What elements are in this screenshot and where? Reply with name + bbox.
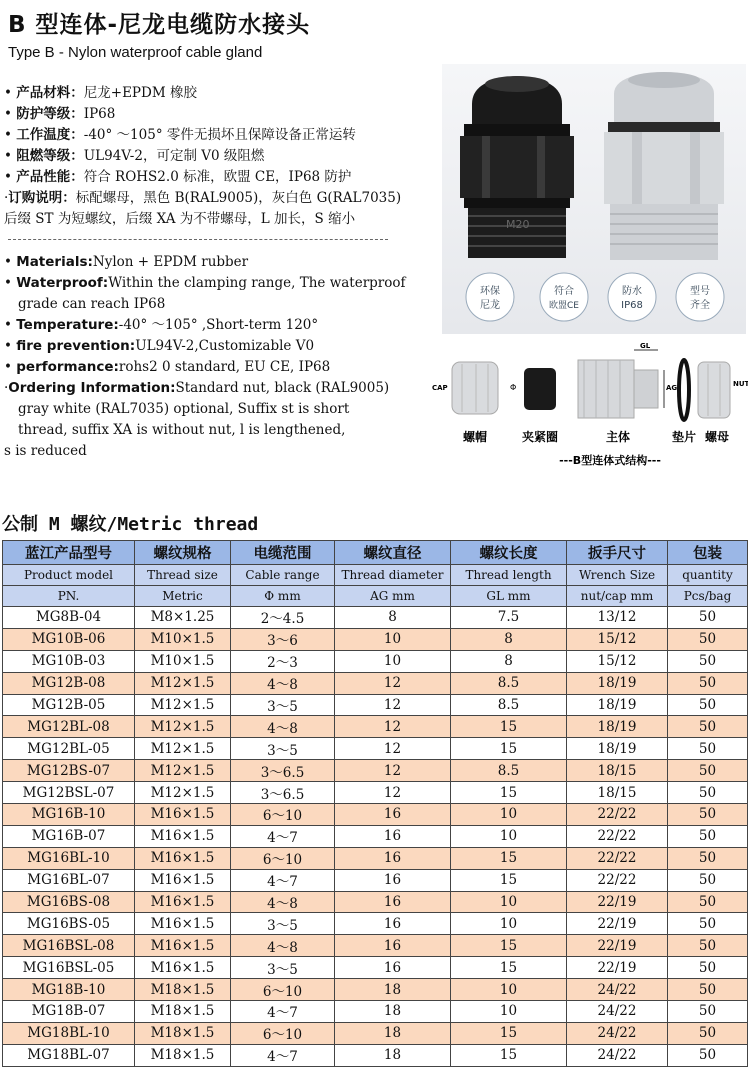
table-cell: 50 bbox=[668, 760, 748, 782]
table-cell: 12 bbox=[335, 694, 451, 716]
table-cell: 22/22 bbox=[567, 847, 668, 869]
table-cell: M12×1.5 bbox=[135, 694, 231, 716]
table-row bbox=[3, 1044, 748, 1066]
table-cell: MG12B-05 bbox=[3, 694, 135, 716]
table-row bbox=[3, 738, 748, 760]
table-row bbox=[3, 716, 748, 738]
table-cell: 2～4.5 bbox=[231, 607, 335, 629]
table-cell: 50 bbox=[668, 804, 748, 826]
table-cell: MG12BL-05 bbox=[3, 738, 135, 760]
spec-cn-material: • 产品材料：尼龙+EPDM 橡胶 bbox=[4, 85, 197, 101]
table-cell: 22/22 bbox=[567, 804, 668, 826]
table-cell: 3～6.5 bbox=[231, 782, 335, 804]
table-cell: 50 bbox=[668, 847, 748, 869]
table-cell: 2～3 bbox=[231, 650, 335, 672]
table-row bbox=[3, 979, 748, 1001]
table-cell: M12×1.5 bbox=[135, 716, 231, 738]
table-cell: MG18BL-07 bbox=[3, 1044, 135, 1066]
table-cell: 12 bbox=[335, 716, 451, 738]
spec-en-waterproof-cont: grade can reach IP68 bbox=[18, 296, 166, 312]
table-cell: MG10B-03 bbox=[3, 650, 135, 672]
part-name-body: 主体 bbox=[605, 430, 631, 444]
svg-text:型号: 型号 bbox=[690, 286, 710, 297]
table-cell: 16 bbox=[335, 913, 451, 935]
table-cell: M18×1.5 bbox=[135, 1001, 231, 1023]
table-cell: MG16BS-05 bbox=[3, 913, 135, 935]
table-cell: 50 bbox=[668, 650, 748, 672]
table-cell: 10 bbox=[451, 891, 567, 913]
svg-text:欧盟CE: 欧盟CE bbox=[549, 301, 579, 311]
table-cell: 22/22 bbox=[567, 825, 668, 847]
table-cell: 6～10 bbox=[231, 979, 335, 1001]
table-cell: 16 bbox=[335, 869, 451, 891]
table-cell: MG10B-06 bbox=[3, 628, 135, 650]
table-cell: 15 bbox=[451, 1022, 567, 1044]
table-cell: 3～5 bbox=[231, 694, 335, 716]
table-cell: 10 bbox=[451, 913, 567, 935]
spec-list bbox=[4, 83, 440, 462]
metric-thread-table bbox=[2, 540, 748, 1067]
seal-part-image bbox=[510, 368, 556, 410]
table-cell: 50 bbox=[668, 1022, 748, 1044]
table-cell: 18/19 bbox=[567, 716, 668, 738]
nut-label: NUT bbox=[733, 380, 748, 388]
table-cell: 18 bbox=[335, 1022, 451, 1044]
table-cell: MG12BL-08 bbox=[3, 716, 135, 738]
table-cell: M8×1.25 bbox=[135, 607, 231, 629]
table-cell: 50 bbox=[668, 738, 748, 760]
table-cell: 12 bbox=[335, 782, 451, 804]
spec-en-ordering: ·Ordering Information:Standard nut, black (RAL9005) bbox=[4, 380, 390, 396]
table-cell: 4～7 bbox=[231, 825, 335, 847]
spec-en-ordering-cont1: gray white (RAL7035) optional, Suffix st is short bbox=[18, 401, 350, 417]
table-cell: MG16BSL-05 bbox=[3, 957, 135, 979]
table-cell: 15 bbox=[451, 957, 567, 979]
table-cell: 22/19 bbox=[567, 891, 668, 913]
table-cell: M18×1.5 bbox=[135, 1044, 231, 1066]
table-row bbox=[3, 847, 748, 869]
cap-part-image bbox=[432, 362, 498, 414]
table-cell: 24/22 bbox=[567, 979, 668, 1001]
spec-en-ordering-cont3: s is reduced bbox=[4, 443, 87, 459]
table-row bbox=[3, 957, 748, 979]
table-cell: 18/15 bbox=[567, 760, 668, 782]
table-cell: 4～8 bbox=[231, 716, 335, 738]
table-cell: 8.5 bbox=[451, 760, 567, 782]
table-header-unit: PN. Metric Φ mm AG mm GL mm nut/cap mm Pcs/bag bbox=[3, 586, 748, 607]
svg-text:IP68: IP68 bbox=[621, 300, 643, 311]
table-cell: 15/12 bbox=[567, 650, 668, 672]
table-cell: 50 bbox=[668, 628, 748, 650]
table-cell: 50 bbox=[668, 891, 748, 913]
table-cell: 24/22 bbox=[567, 1001, 668, 1023]
table-cell: 13/12 bbox=[567, 607, 668, 629]
page-title: B 型连体-尼龙电缆防水接头 bbox=[8, 12, 311, 38]
spec-cn-ordering-cont: 后缀 ST 为短螺纹，后缀 XA 为不带螺母，L 加长，S 缩小 bbox=[4, 211, 356, 227]
table-row bbox=[3, 694, 748, 716]
table-cell: 50 bbox=[668, 957, 748, 979]
table-row bbox=[3, 760, 748, 782]
table-cell: MG12BSL-07 bbox=[3, 782, 135, 804]
page-subtitle: Type B - Nylon waterproof cable gland bbox=[8, 44, 263, 61]
table-row bbox=[3, 825, 748, 847]
table-cell: 8.5 bbox=[451, 672, 567, 694]
table-cell: 10 bbox=[451, 804, 567, 826]
grey-gland-image bbox=[604, 72, 724, 260]
table-cell: 4～7 bbox=[231, 869, 335, 891]
ag-label: AG bbox=[666, 384, 678, 392]
body-part-image bbox=[578, 342, 677, 418]
cap-label: CAP bbox=[432, 384, 448, 392]
table-cell: 50 bbox=[668, 935, 748, 957]
table-cell: 10 bbox=[335, 628, 451, 650]
table-cell: MG12BS-07 bbox=[3, 760, 135, 782]
table-row bbox=[3, 650, 748, 672]
table-cell: 50 bbox=[668, 913, 748, 935]
phi-label: Φ bbox=[510, 383, 517, 392]
table-cell: MG18B-10 bbox=[3, 979, 135, 1001]
table-row bbox=[3, 891, 748, 913]
spec-en-temperature: • Temperature:-40° ～105° ,Short-term 120° bbox=[4, 317, 319, 333]
table-cell: 10 bbox=[335, 650, 451, 672]
table-row bbox=[3, 672, 748, 694]
svg-text:环保: 环保 bbox=[480, 286, 500, 297]
spec-en-ordering-cont2: thread, suffix XA is without nut, l is lengthened, bbox=[18, 422, 346, 438]
table-cell: 16 bbox=[335, 957, 451, 979]
table-header-en: Product model Thread size Cable range Thread diameter Thread length Wrench Size quantity bbox=[3, 565, 748, 586]
table-cell: 50 bbox=[668, 1001, 748, 1023]
spec-cn-ordering: ·订购说明：标配螺母，黑色 B(RAL9005)，灰白色 G(RAL7035) bbox=[4, 190, 402, 206]
table-cell: M18×1.5 bbox=[135, 979, 231, 1001]
table-cell: 15 bbox=[451, 847, 567, 869]
divider bbox=[8, 239, 388, 241]
table-cell: 50 bbox=[668, 694, 748, 716]
table-cell: 8 bbox=[451, 628, 567, 650]
table-cell: 18/19 bbox=[567, 738, 668, 760]
table-cell: MG18BL-10 bbox=[3, 1022, 135, 1044]
table-row bbox=[3, 869, 748, 891]
table-cell: M16×1.5 bbox=[135, 847, 231, 869]
spec-en-performance: • performance:rohs2 0 standard, EU CE, IP68 bbox=[4, 359, 331, 375]
table-cell: 16 bbox=[335, 804, 451, 826]
table-cell: MG16BL-07 bbox=[3, 869, 135, 891]
table-cell: 22/19 bbox=[567, 957, 668, 979]
table-cell: 8 bbox=[335, 607, 451, 629]
table-row bbox=[3, 913, 748, 935]
table-cell: 3～6.5 bbox=[231, 760, 335, 782]
table-cell: M16×1.5 bbox=[135, 913, 231, 935]
table-cell: 18/15 bbox=[567, 782, 668, 804]
svg-text:尼龙: 尼龙 bbox=[480, 300, 500, 311]
svg-text:齐全: 齐全 bbox=[690, 300, 710, 311]
table-cell: M16×1.5 bbox=[135, 869, 231, 891]
table-cell: 16 bbox=[335, 847, 451, 869]
svg-text:防水: 防水 bbox=[622, 286, 642, 297]
badge-ip68 bbox=[608, 273, 656, 321]
table-cell: MG16B-07 bbox=[3, 825, 135, 847]
table-cell: 7.5 bbox=[451, 607, 567, 629]
table-cell: 15 bbox=[451, 869, 567, 891]
table-cell: MG18B-07 bbox=[3, 1001, 135, 1023]
table-cell: MG8B-04 bbox=[3, 607, 135, 629]
part-name-gasket: 垫片 bbox=[671, 430, 697, 444]
badge-ce bbox=[540, 273, 588, 321]
table-cell: MG12B-08 bbox=[3, 672, 135, 694]
section-title: 公制 M 螺纹/Metric thread bbox=[2, 514, 259, 535]
table-cell: M12×1.5 bbox=[135, 782, 231, 804]
table-cell: 6～10 bbox=[231, 804, 335, 826]
black-gland-image bbox=[460, 76, 574, 258]
table-cell: 3～5 bbox=[231, 957, 335, 979]
table-cell: 24/22 bbox=[567, 1044, 668, 1066]
gl-label: GL bbox=[640, 342, 651, 350]
spec-cn-performance: • 产品性能：符合 ROHS2.0 标准，欧盟 CE，IP68 防护 bbox=[4, 169, 352, 185]
table-cell: M12×1.5 bbox=[135, 760, 231, 782]
table-row bbox=[3, 782, 748, 804]
table-cell: 4～7 bbox=[231, 1001, 335, 1023]
table-cell: 3～6 bbox=[231, 628, 335, 650]
table-cell: 50 bbox=[668, 825, 748, 847]
badge-eco-nylon bbox=[466, 273, 514, 321]
part-name-nut: 螺母 bbox=[704, 430, 730, 444]
spec-cn-protection: • 防护等级：IP68 bbox=[4, 106, 116, 122]
table-cell: 50 bbox=[668, 1044, 748, 1066]
table-cell: 3～5 bbox=[231, 913, 335, 935]
table-cell: 10 bbox=[451, 825, 567, 847]
table-cell: 8.5 bbox=[451, 694, 567, 716]
badge-models bbox=[676, 273, 724, 321]
table-row bbox=[3, 628, 748, 650]
table-cell: 10 bbox=[451, 979, 567, 1001]
table-cell: 24/22 bbox=[567, 1022, 668, 1044]
part-name-seal: 夹紧圈 bbox=[521, 430, 559, 444]
table-cell: 3～5 bbox=[231, 738, 335, 760]
table-cell: MG16BSL-08 bbox=[3, 935, 135, 957]
table-cell: 18/19 bbox=[567, 694, 668, 716]
table-row bbox=[3, 1001, 748, 1023]
table-cell: M16×1.5 bbox=[135, 935, 231, 957]
table-cell: 12 bbox=[335, 672, 451, 694]
table-cell: M16×1.5 bbox=[135, 804, 231, 826]
table-cell: 15/12 bbox=[567, 628, 668, 650]
table-cell: 16 bbox=[335, 825, 451, 847]
table-row bbox=[3, 1022, 748, 1044]
table-row bbox=[3, 607, 748, 629]
table-cell: M16×1.5 bbox=[135, 957, 231, 979]
table-cell: 4～8 bbox=[231, 935, 335, 957]
table-cell: 4～7 bbox=[231, 1044, 335, 1066]
nut-part-image bbox=[698, 362, 748, 418]
table-cell: 50 bbox=[668, 716, 748, 738]
table-cell: MG16BS-08 bbox=[3, 891, 135, 913]
table-cell: 15 bbox=[451, 935, 567, 957]
table-header-cn: 蓝江产品型号 螺纹规格 电缆范围 螺纹直径 螺纹长度 扳手尺寸 包装 bbox=[3, 541, 748, 565]
table-cell: M18×1.5 bbox=[135, 1022, 231, 1044]
table-cell: 50 bbox=[668, 672, 748, 694]
table-cell: 50 bbox=[668, 869, 748, 891]
table-cell: 6～10 bbox=[231, 847, 335, 869]
table-cell: 4～8 bbox=[231, 672, 335, 694]
spec-en-materials: • Materials:Nylon + EPDM rubber bbox=[4, 254, 249, 270]
table-cell: MG16B-10 bbox=[3, 804, 135, 826]
table-cell: 8 bbox=[451, 650, 567, 672]
product-photo bbox=[442, 64, 746, 334]
svg-text:符合: 符合 bbox=[554, 286, 574, 297]
table-cell: 18/19 bbox=[567, 672, 668, 694]
table-cell: 10 bbox=[451, 1001, 567, 1023]
table-row bbox=[3, 935, 748, 957]
table-cell: MG16BL-10 bbox=[3, 847, 135, 869]
table-cell: 50 bbox=[668, 979, 748, 1001]
spec-cn-flame: • 阻燃等级：UL94V-2，可定制 V0 级阻燃 bbox=[4, 148, 265, 164]
part-name-cap: 螺帽 bbox=[462, 430, 488, 444]
table-cell: 50 bbox=[668, 782, 748, 804]
table-cell: 18 bbox=[335, 1001, 451, 1023]
spec-en-fire: • fire prevention:UL94V-2,Customizable V0 bbox=[4, 338, 315, 354]
table-cell: 22/19 bbox=[567, 913, 668, 935]
table-cell: 12 bbox=[335, 760, 451, 782]
table-cell: 18 bbox=[335, 979, 451, 1001]
spec-en-waterproof: • Waterproof:Within the clamping range, The waterproof bbox=[4, 275, 406, 291]
table-row bbox=[3, 804, 748, 826]
table-cell: 50 bbox=[668, 607, 748, 629]
table-cell: M16×1.5 bbox=[135, 891, 231, 913]
table-cell: M10×1.5 bbox=[135, 650, 231, 672]
table-cell: 16 bbox=[335, 935, 451, 957]
table-cell: 22/19 bbox=[567, 935, 668, 957]
table-cell: 4～8 bbox=[231, 891, 335, 913]
table-cell: M12×1.5 bbox=[135, 738, 231, 760]
diagram-caption: ---B型连体式结构--- bbox=[559, 454, 661, 467]
spec-cn-temperature: • 工作温度：-40° ～105° 零件无损坏且保障设备正常运转 bbox=[4, 127, 356, 143]
table-cell: M12×1.5 bbox=[135, 672, 231, 694]
table-cell: 12 bbox=[335, 738, 451, 760]
table-cell: 16 bbox=[335, 891, 451, 913]
thread-mark: M20 bbox=[506, 218, 530, 231]
table-cell: 6～10 bbox=[231, 1022, 335, 1044]
table-cell: 15 bbox=[451, 716, 567, 738]
table-cell: 22/22 bbox=[567, 869, 668, 891]
table-cell: 15 bbox=[451, 782, 567, 804]
structure-diagram bbox=[432, 340, 748, 468]
table-cell: M10×1.5 bbox=[135, 628, 231, 650]
table-cell: M16×1.5 bbox=[135, 825, 231, 847]
table-cell: 15 bbox=[451, 738, 567, 760]
table-cell: 18 bbox=[335, 1044, 451, 1066]
table-cell: 15 bbox=[451, 1044, 567, 1066]
gasket-part-image bbox=[679, 360, 689, 420]
